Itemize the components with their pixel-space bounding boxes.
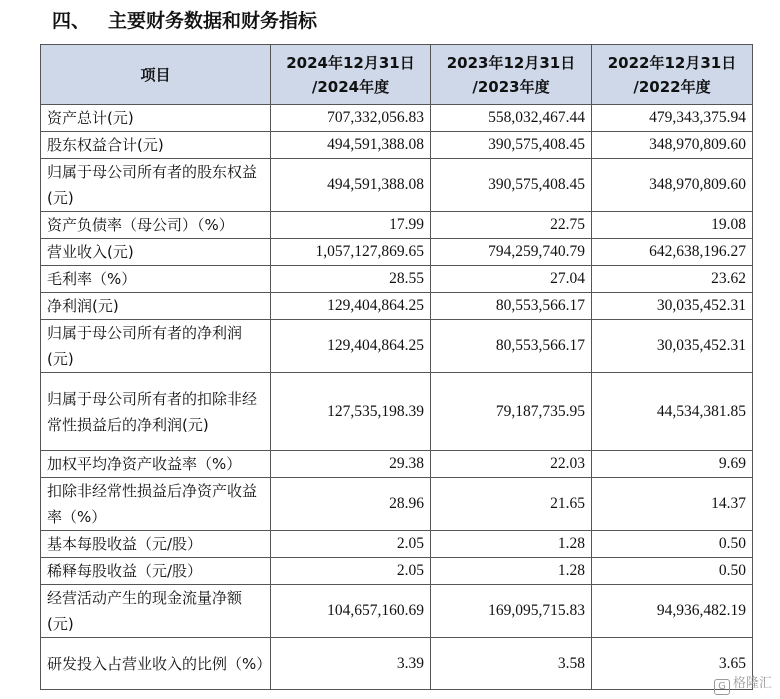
- value-2023: 80,553,566.17: [431, 293, 592, 320]
- value-2024: 28.55: [271, 266, 431, 293]
- watermark: [714, 672, 772, 695]
- row-label: 净利润(元): [41, 293, 271, 320]
- table-row: [41, 638, 753, 690]
- value-2024: 29.38: [271, 451, 431, 478]
- value-2022: 348,970,809.60: [592, 132, 753, 159]
- value-2022: 44,534,381.85: [592, 373, 753, 451]
- table-header-row: [41, 45, 753, 105]
- value-2022: 30,035,452.31: [592, 320, 753, 373]
- header-2022-date: 2022年12月31日: [607, 53, 737, 72]
- row-label: 资产负债率（母公司）（%）: [41, 212, 271, 239]
- table-row: [41, 239, 753, 266]
- value-2024: 129,404,864.25: [271, 320, 431, 373]
- table-row: [41, 159, 753, 212]
- gelonghui-logo-icon: G: [714, 679, 730, 695]
- row-label: 营业收入(元): [41, 239, 271, 266]
- value-2022: 19.08: [592, 212, 753, 239]
- row-label: 归属于母公司所有者的扣除非经常性损益后的净利润(元): [41, 373, 271, 451]
- header-2024-date: 2024年12月31日: [286, 53, 415, 72]
- value-2023: 558,032,467.44: [431, 105, 592, 132]
- table-row: [41, 558, 753, 585]
- row-label: 扣除非经常性损益后净资产收益率（%）: [41, 478, 271, 531]
- row-label: 归属于母公司所有者的股东权益(元): [41, 159, 271, 212]
- table-row: [41, 451, 753, 478]
- value-2024: 28.96: [271, 478, 431, 531]
- value-2023: 1.28: [431, 558, 592, 585]
- value-2024: 2.05: [271, 531, 431, 558]
- row-label: 加权平均净资产收益率（%）: [41, 451, 271, 478]
- value-2023: 27.04: [431, 266, 592, 293]
- value-2023: 3.58: [431, 638, 592, 690]
- value-2024: 1,057,127,869.65: [271, 239, 431, 266]
- value-2024: 17.99: [271, 212, 431, 239]
- value-2023: 169,095,715.83: [431, 585, 592, 638]
- row-label: 资产总计(元): [41, 105, 271, 132]
- value-2022: 479,343,375.94: [592, 105, 753, 132]
- header-2024: [271, 45, 431, 105]
- value-2022: 30,035,452.31: [592, 293, 753, 320]
- table-row: [41, 373, 753, 451]
- row-label: 归属于母公司所有者的净利润(元): [41, 320, 271, 373]
- value-2024: 494,591,388.08: [271, 159, 431, 212]
- value-2022: 642,638,196.27: [592, 239, 753, 266]
- header-2022: [592, 45, 753, 105]
- value-2024: 129,404,864.25: [271, 293, 431, 320]
- header-item-label: 项目: [140, 65, 171, 84]
- value-2022: 0.50: [592, 558, 753, 585]
- table-row: [41, 105, 753, 132]
- value-2022: 348,970,809.60: [592, 159, 753, 212]
- section-number: 四、: [52, 10, 91, 32]
- table-row: [41, 320, 753, 373]
- row-label: 股东权益合计(元): [41, 132, 271, 159]
- value-2023: 22.03: [431, 451, 592, 478]
- value-2023: 79,187,735.95: [431, 373, 592, 451]
- value-2024: 104,657,160.69: [271, 585, 431, 638]
- value-2022: 0.50: [592, 531, 753, 558]
- value-2023: 794,259,740.79: [431, 239, 592, 266]
- table-row: [41, 132, 753, 159]
- row-label: 经营活动产生的现金流量净额(元): [41, 585, 271, 638]
- value-2023: 390,575,408.45: [431, 159, 592, 212]
- header-2023-period: /2023年度: [472, 77, 550, 96]
- table-row: [41, 266, 753, 293]
- row-label: 稀释每股收益（元/股）: [41, 558, 271, 585]
- table-row: [41, 478, 753, 531]
- header-2024-period: /2024年度: [311, 77, 390, 96]
- row-label: 基本每股收益（元/股）: [41, 531, 271, 558]
- value-2023: 22.75: [431, 212, 592, 239]
- value-2022: 14.37: [592, 478, 753, 531]
- header-2022-period: /2022年度: [633, 77, 711, 96]
- value-2023: 21.65: [431, 478, 592, 531]
- value-2024: 127,535,198.39: [271, 373, 431, 451]
- value-2022: 23.62: [592, 266, 753, 293]
- value-2024: 2.05: [271, 558, 431, 585]
- table-row: [41, 293, 753, 320]
- value-2024: 494,591,388.08: [271, 132, 431, 159]
- financial-data-table: [40, 44, 753, 690]
- row-label: 毛利率（%）: [41, 266, 271, 293]
- row-label: 研发投入占营业收入的比例（%）: [41, 638, 271, 690]
- value-2022: 9.69: [592, 451, 753, 478]
- section-title: 主要财务数据和财务指标: [108, 10, 318, 32]
- section-heading: [52, 6, 317, 36]
- value-2022: 3.65: [592, 638, 753, 690]
- header-2023-date: 2023年12月31日: [446, 53, 576, 72]
- table-row: [41, 585, 753, 638]
- header-item: [41, 45, 271, 105]
- table-row: [41, 531, 753, 558]
- value-2024: 3.39: [271, 638, 431, 690]
- value-2023: 390,575,408.45: [431, 132, 592, 159]
- value-2023: 80,553,566.17: [431, 320, 592, 373]
- value-2023: 1.28: [431, 531, 592, 558]
- header-2023: [431, 45, 592, 105]
- table-row: [41, 212, 753, 239]
- value-2024: 707,332,056.83: [271, 105, 431, 132]
- value-2022: 94,936,482.19: [592, 585, 753, 638]
- watermark-text: 格隆汇: [732, 676, 772, 691]
